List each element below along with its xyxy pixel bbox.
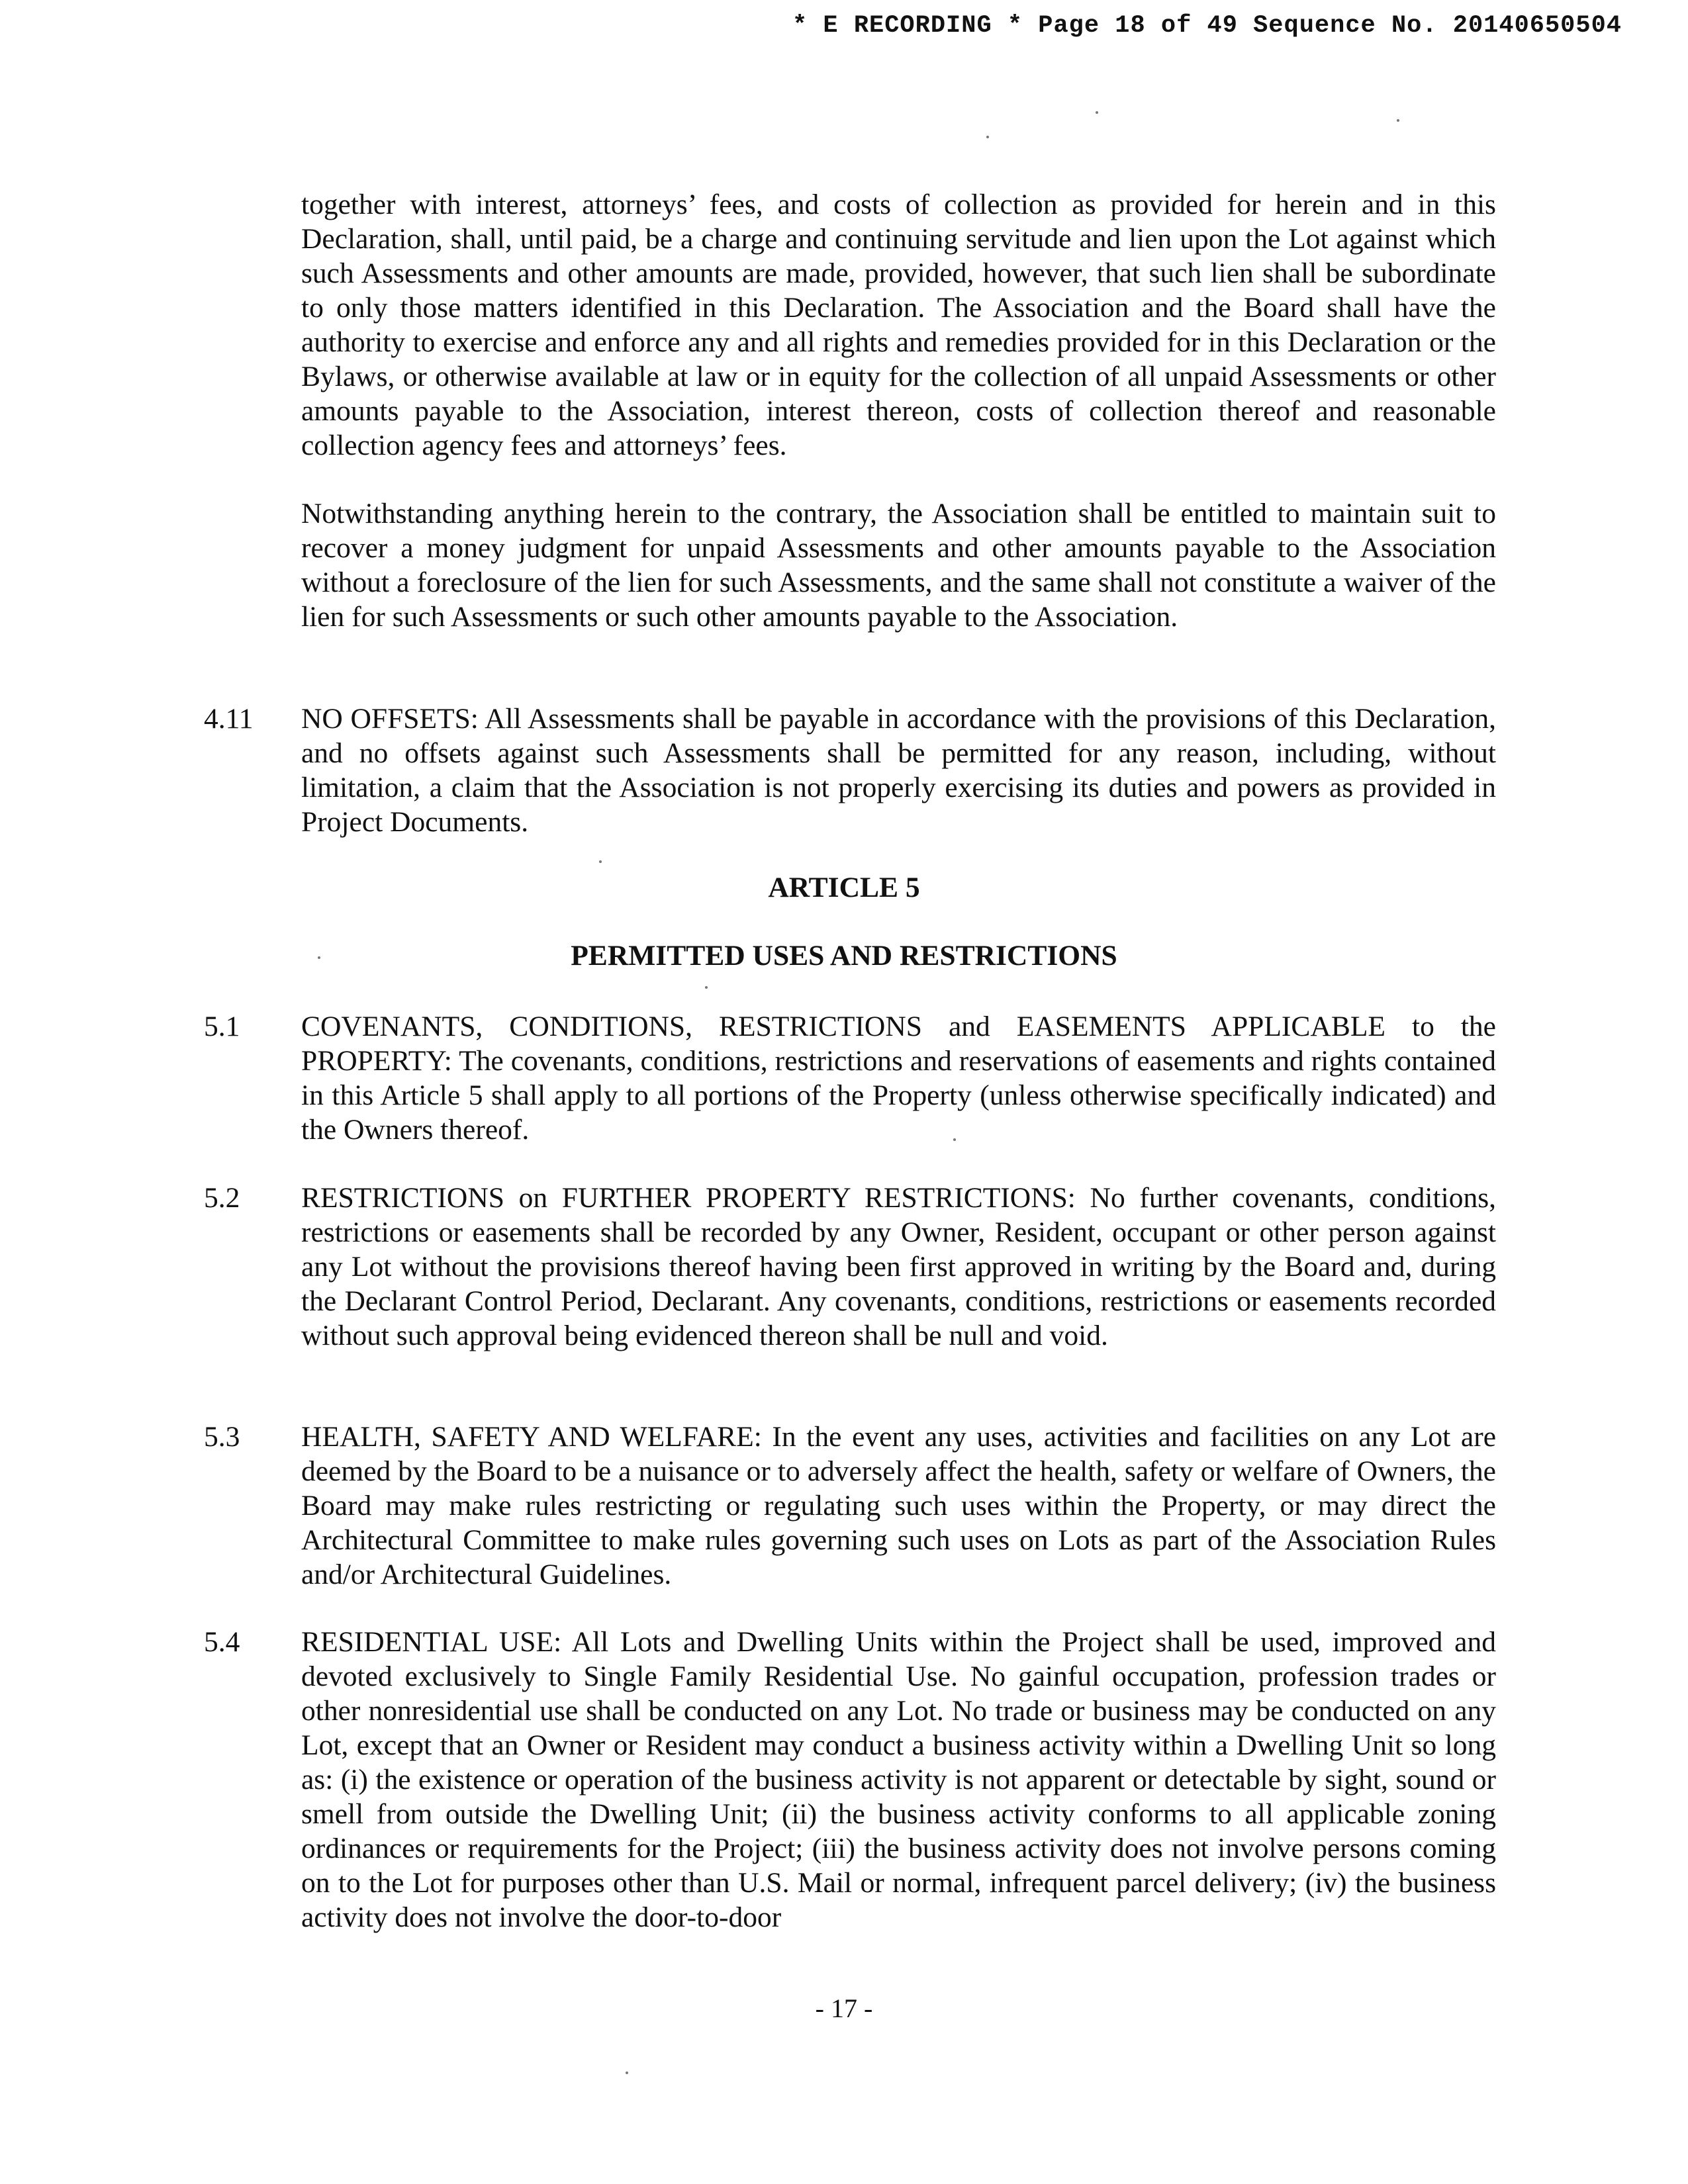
- section-number-5-3: 5.3: [204, 1421, 240, 1453]
- page-number: - 17 -: [815, 1993, 873, 2023]
- section-text-4-11: NO OFFSETS: All Assessments shall be payable in accordance with the provisions of this Declaration, and no offsets against such Assessments shall be permitted for any reason, including, without limitation, a claim that the Association is not properly exercising its duties and powers as provided in Project Documents.: [301, 703, 1496, 838]
- scan-speck: [1397, 119, 1399, 122]
- paragraph-lien-continuation: together with interest, attorneys’ fees, and costs of collection as provided for herein and in this Declaration, shall, until paid, be a charge and continuing servitude and lien upon the Lot against which such Assessments and other amounts are made, provided, however, that such lien shall be subordinate to only those matters identified in this Declaration. The Association and the Board shall have the authority to exercise and enforce any and all rights and remedies provided for in this Declaration or the Bylaws, or otherwise available at law or in equity for the collection of all unpaid Assessments or other amounts payable to the Association, interest thereon, costs of collection thereof and reasonable collection agency fees and attorneys’ fees.: [301, 189, 1496, 461]
- scan-speck: [599, 860, 602, 863]
- article-title: ARTICLE 5: [768, 872, 920, 903]
- scan-speck: [705, 986, 708, 989]
- section-text-5-3: HEALTH, SAFETY AND WELFARE: In the event any uses, activities and facilities on any Lot are deemed by the Board to be a nuisance or to adversely affect the health, safety or welfare of Owners, the Board may make rules restricting or regulating such uses within the Property, or may direct the Architectural Committee to make rules governing such uses on Lots as part of the Association Rules and/or Architectural Guidelines.: [301, 1421, 1496, 1590]
- section-number-5-1: 5.1: [204, 1011, 240, 1042]
- section-text-5-4: RESIDENTIAL USE: All Lots and Dwelling Units within the Project shall be used, improved and devoted exclusively to Single Family Residential Use. No gainful occupation, profession trades or other nonresidential use shall be conducted on any Lot. No trade or business may be conducted on any Lot, except that an Owner or Resident may conduct a business activity within a Dwelling Unit so long as: (i) the existence or operation of the business activity is not apparent or detectable by sight, sound or smell from outside the Dwelling Unit; (ii) the business activity conforms to all applicable zoning ordinances or requirements for the Project; (iii) the business activity does not involve persons coming on to the Lot for purposes other than U.S. Mail or normal, infrequent parcel delivery; (iv) the business activity does not involve the door-to-door: [301, 1626, 1496, 1933]
- scan-speck: [626, 2071, 628, 2074]
- scan-speck: [986, 136, 989, 138]
- section-text-5-1: COVENANTS, CONDITIONS, RESTRICTIONS and EASEMENTS APPLICABLE to the PROPERTY: The covenants, conditions, restrictions and reservations of easements and rights contained in this Article 5 shall apply to all portions of the Property (unless otherwise specifically indicated) and the Owners thereof.: [301, 1011, 1496, 1146]
- article-subtitle: PERMITTED USES AND RESTRICTIONS: [571, 940, 1117, 972]
- scan-speck: [1096, 111, 1098, 114]
- paragraph-notwithstanding: Notwithstanding anything herein to the contrary, the Association shall be entitled to maintain suit to recover a money judgment for unpaid Assessments and other amounts payable to the Association without a foreclosure of the lien for such Assessments, and the same shall not constitute a waiver of the lien for such Assessments or such other amounts payable to the Association.: [301, 498, 1496, 633]
- section-number-5-4: 5.4: [204, 1626, 240, 1658]
- section-text-5-2: RESTRICTIONS on FURTHER PROPERTY RESTRICTIONS: No further covenants, conditions, restrictions or easements shall be recorded by any Owner, Resident, occupant or other person against any Lot without the provisions thereof having been first approved in writing by the Board and, during the Declarant Control Period, Declarant. Any covenants, conditions, restrictions or easements recorded without such approval being evidenced thereon shall be null and void.: [301, 1182, 1496, 1351]
- scan-speck: [953, 1138, 956, 1141]
- section-number-4-11: 4.11: [204, 703, 254, 735]
- section-number-5-2: 5.2: [204, 1182, 240, 1214]
- recording-header: * E RECORDING * Page 18 of 49 Sequence No. 20140650504: [792, 12, 1622, 40]
- scan-speck: [318, 956, 320, 959]
